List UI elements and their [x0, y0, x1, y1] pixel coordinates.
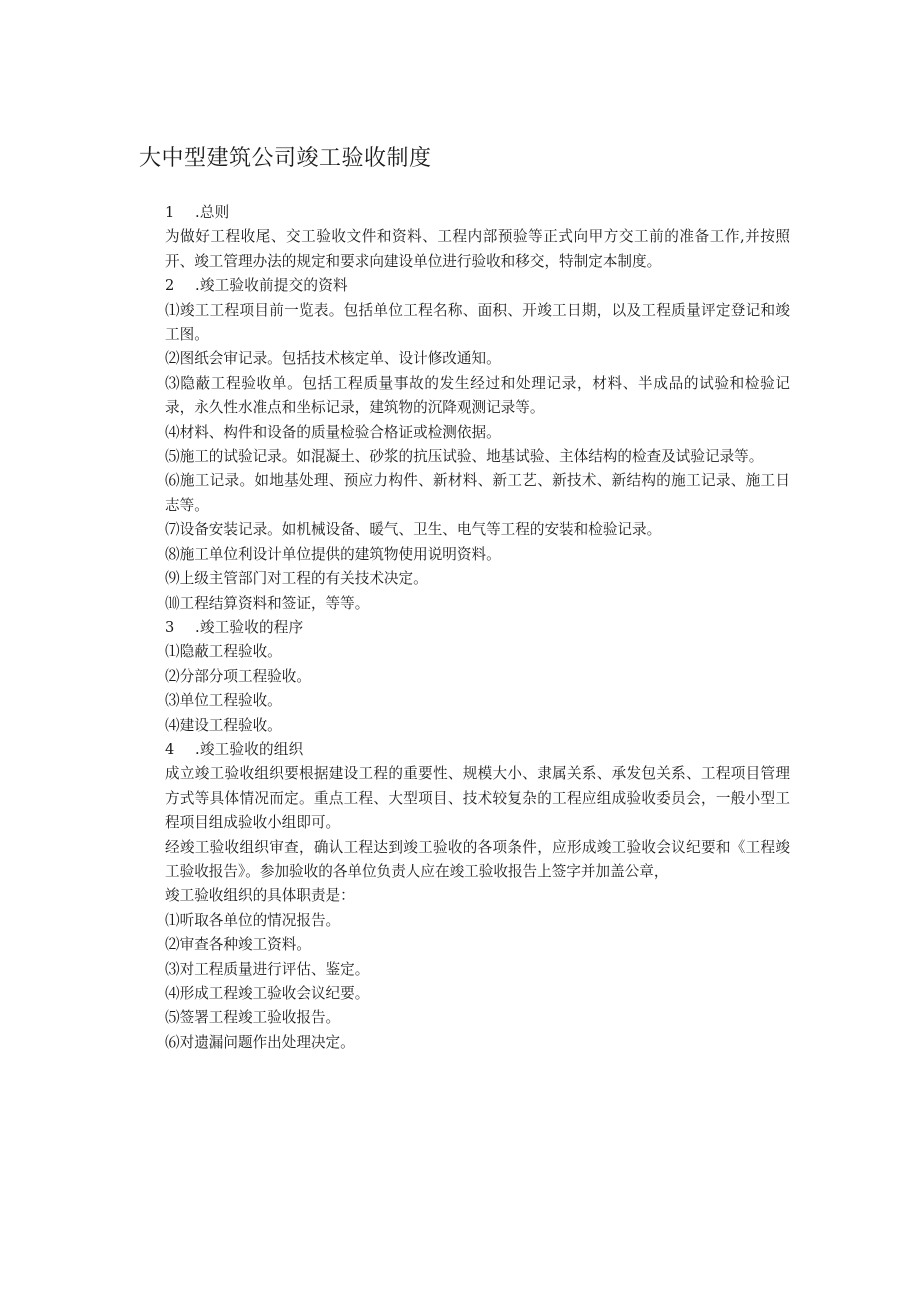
document-title: 大中型建筑公司竣工验收制度: [139, 146, 432, 171]
list-item: ⑴竣工工程项目前一览表。包括单位工程名称、面积、开竣工日期，以及工程质量评定登记和竣工图。: [165, 301, 790, 344]
list-item: ⑵审查各种竣工资料。: [165, 936, 311, 954]
section-heading-general: [165, 201, 790, 225]
list-item: ⑵图纸会审记录。包括技术核定单、设计修改通知。: [165, 350, 501, 368]
list-item: ⑴听取各单位的情况报告。: [165, 911, 341, 929]
list-item: ⑺设备安装记录。如机械设备、暖气、卫生、电气等工程的安装和检验记录。: [165, 521, 662, 539]
list-item: ⑵分部分项工程验收。: [165, 667, 311, 685]
section-number: 3: [165, 618, 175, 636]
section-heading-text: .竣工验收的程序: [195, 618, 304, 636]
section-heading-text: .竣工验收的组织: [195, 740, 304, 758]
section-heading-text: .竣工验收前提交的资料: [195, 277, 348, 295]
document-body: [165, 201, 790, 1055]
section-number: 2: [165, 277, 175, 295]
list-item: ⑸签署工程竣工验收报告。: [165, 1009, 341, 1027]
list-item: ⑸施工的试验记录。如混凝土、砂浆的抗压试验、地基试验、主体结构的检查及试验记录等。: [165, 448, 764, 466]
paragraph: 成立竣工验收组织要根据建设工程的重要性、规模大小、隶属关系、承发包关系、工程项目管理方式等具体情况而定。重点工程、大型项目、技术较复杂的工程应组成验收委员会，一般小型工程项目组成验收小组即可。: [165, 765, 790, 832]
list-item: ⑷材料、构件和设备的质量检验合格证或检测依据。: [165, 423, 501, 441]
list-item: ⑽工程结算资料和签证，等等。: [165, 594, 370, 612]
section-number: 4: [165, 740, 175, 758]
list-item: ⑻施工单位利设计单位提供的建筑物使用说明资料。: [165, 545, 501, 563]
section-heading-materials: [165, 274, 790, 298]
list-item: ⑹施工记录。如地基处理、预应力构件、新材料、新工艺、新技术、新结构的施工记录、施工日志等。: [165, 472, 790, 514]
section-heading-procedure: [165, 616, 790, 640]
list-item: ⑶单位工程验收。: [165, 692, 282, 710]
paragraph: 为做好工程收尾、交工验收文件和资料、工程内部预验等正式向甲方交工前的准备工作,并按照开、竣工管理办法的规定和要求向建设单位进行验收和移交，特制定本制度。: [165, 228, 790, 270]
list-item: ⑹对遗漏问题作出处理决定。: [165, 1033, 355, 1051]
paragraph: 竣工验收组织的具体职责是：: [165, 887, 355, 905]
section-heading-organization: [165, 738, 790, 762]
section-number: 1: [165, 204, 175, 221]
list-item: ⑶对工程质量进行评估、鉴定。: [165, 960, 370, 978]
section-heading-text: .总则: [195, 204, 230, 221]
paragraph: 经竣工验收组织审查，确认工程达到竣工验收的各项条件，应形成竣工验收会议纪要和《工程竣工验收报告》。参加验收的各单位负责人应在竣工验收报告上签字并加盖公章，: [165, 838, 790, 880]
list-item: ⑷建设工程验收。: [165, 716, 282, 734]
list-item: ⑶隐蔽工程验收单。包括工程质量事故的发生经过和处理记录，材料、半成品的试验和检验记录，永久性水准点和坐标记录，建筑物的沉降观测记录等。: [165, 374, 790, 417]
list-item: ⑴隐蔽工程验收。: [165, 643, 282, 661]
list-item: ⑷形成工程竣工验收会议纪要。: [165, 985, 370, 1002]
list-item: ⑼上级主管部门对工程的有关技术决定。: [165, 570, 428, 588]
